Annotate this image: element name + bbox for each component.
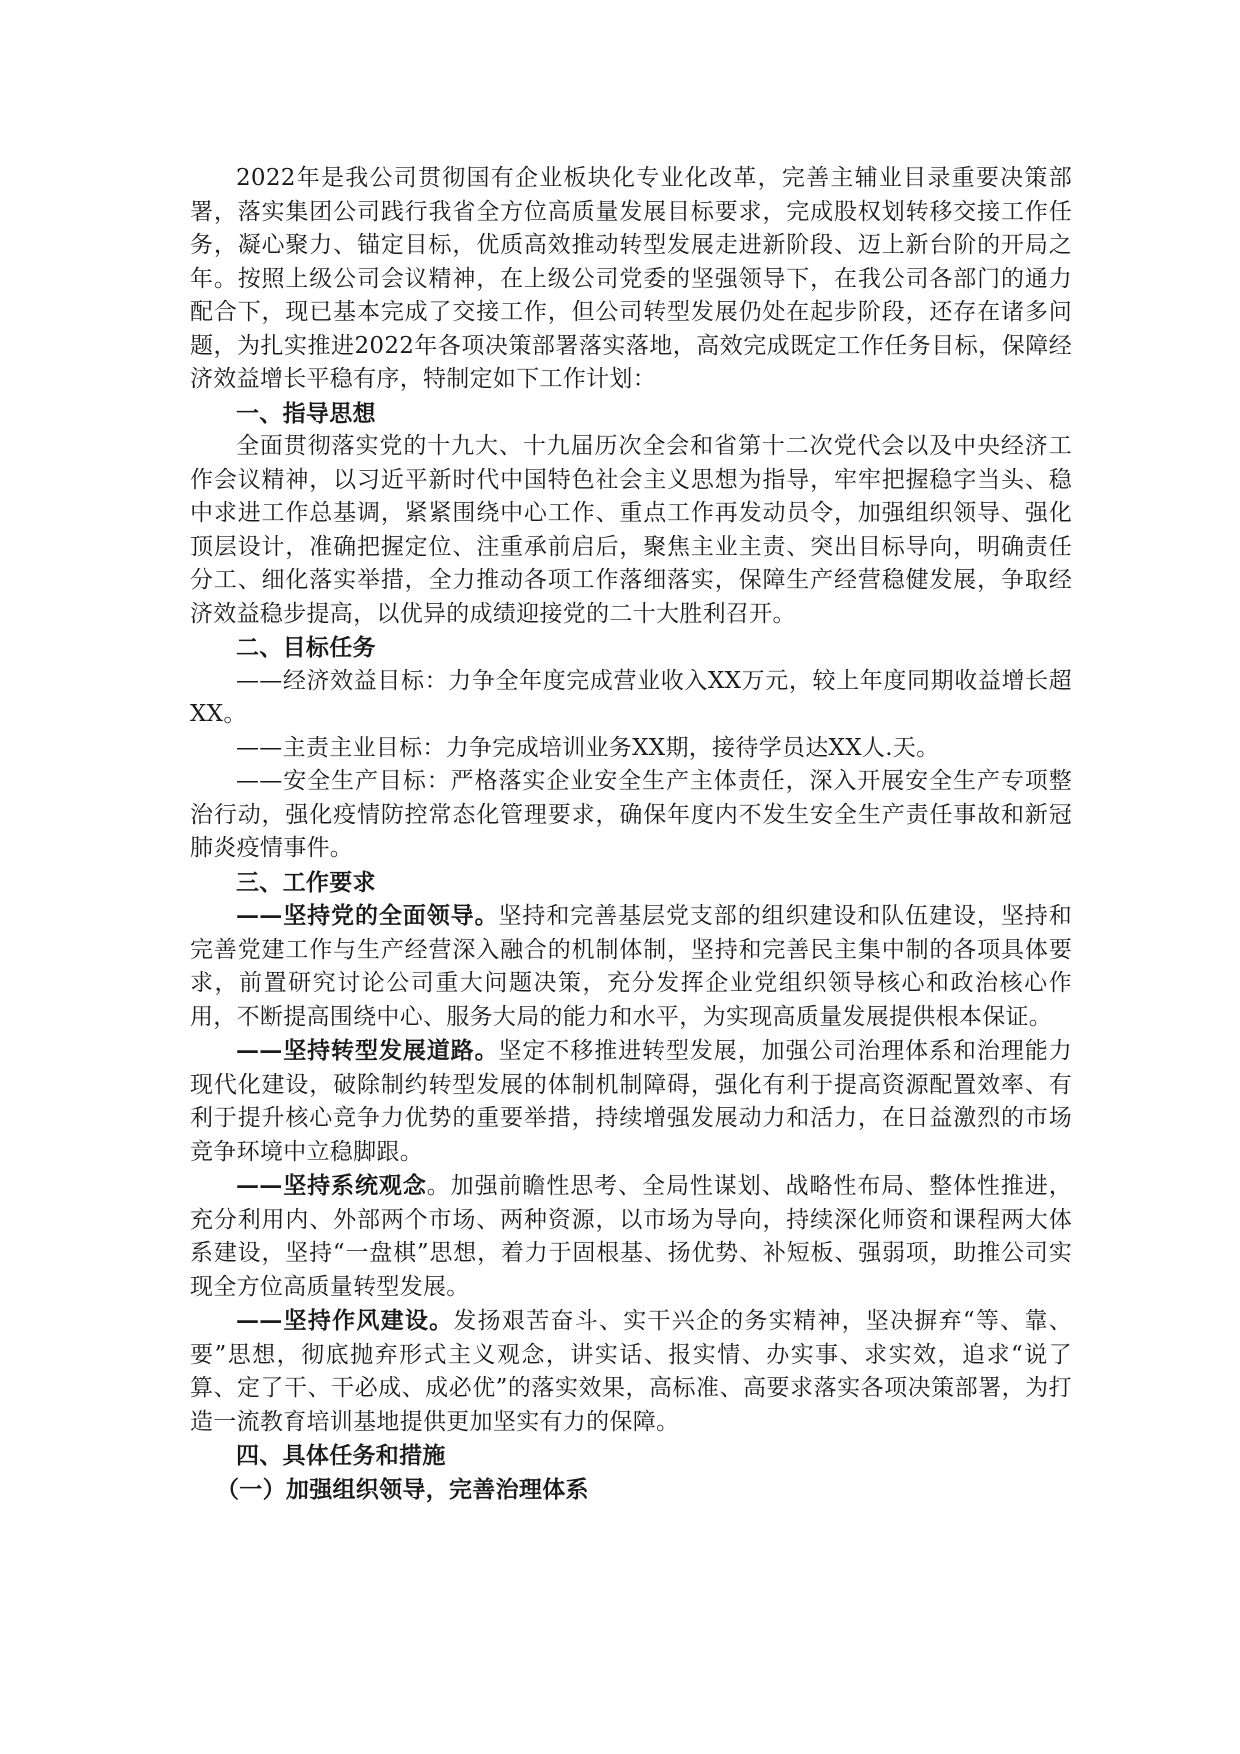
requirement-lead: ——坚持系统观念 bbox=[236, 1172, 427, 1199]
goal-item-economic: ——经济效益目标：力争全年度完成营业收入XX万元，较上年度同期收益增长超XX。 bbox=[190, 667, 1072, 727]
requirement-text: 。加强前瞻性思考、全局性谋划、战略性布局、整体性推进，充分利用内、外部两个市场、两种资源，以市场为导向，持续深化师资和课程两大体系建设，坚持“一盘棋”思想，着力于固根基、扬优势、补短板、强弱项，助推公司实现全方位高质量转型发展。 bbox=[190, 1173, 1072, 1300]
goal-item-safety: ——安全生产目标：严格落实企业安全生产主体责任，深入开展安全生产专项整治行动，强化疫情防控常态化管理要求，确保年度内不发生安全生产责任事故和新冠肺炎疫情事件。 bbox=[190, 768, 1072, 861]
requirement-lead: ——坚持转型发展道路。 bbox=[236, 1037, 499, 1064]
requirement-text: 坚持和完善基层党支部的组织建设和队伍建设，坚持和完善党建工作与生产经营深入融合的机制体制，坚持和完善民主集中制的各项具体要求，前置研究讨论公司重大问题决策，充分发挥企业党组织领导核心和政治核心作用，不断提高围绕中心、服务大局的能力和水平，为实现高质量发展提供根本保证。 bbox=[190, 903, 1072, 1030]
goal-item-main-business: ——主责主业目标：力争完成培训业务XX期，接待学员达XX人.天。 bbox=[236, 734, 940, 761]
requirement-item-work-style bbox=[190, 1304, 1072, 1439]
requirement-text: 发扬艰苦奋斗、实干兴企的务实精神，坚决摒弃“等、靠、要”思想，彻底抛弃形式主义观念，讲实话、报实情、办实事、求实效，追求“说了算、定了干、干必成、成必优”的落实效果，高标准、高要求落实各项决策部署，为打造一流教育培训基地提供更加坚实有力的保障。 bbox=[190, 1308, 1073, 1435]
requirement-lead: ——坚持党的全面领导。 bbox=[236, 902, 499, 929]
document-body bbox=[190, 162, 1072, 1506]
requirement-lead: ——坚持作风建设。 bbox=[236, 1307, 454, 1334]
subsection-heading-organization: （一）加强组织领导，完善治理体系 bbox=[216, 1475, 589, 1503]
requirement-text: 坚定不移推进转型发展，加强公司治理体系和治理能力现代化建设，破除制约转型发展的体制机制障碍，强化有利于提高资源配置效率、有利于提升核心竞争力优势的重要举措，持续增强发展动力和活力，在日益激烈的市场竞争环境中立稳脚跟。 bbox=[190, 1038, 1072, 1165]
intro-paragraph: 2022年是我公司贯彻国有企业板块化专业化改革，完善主辅业目录重要决策部署，落实集团公司践行我省全方位高质量发展目标要求，完成股权划转移交接工作任务，凝心聚力、锚定目标，优质高效推动转型发展走进新阶段、迈上新台阶的开局之年。按照上级公司会议精神，在上级公司党委的坚强领导下，在我公司各部门的通力配合下，现已基本完成了交接工作，但公司转型发展仍处在起步阶段，还存在诸多问题，为扎实推进2022年各项决策部署落实落地，高效完成既定工作任务目标，保障经济效益增长平稳有序，特制定如下工作计划： bbox=[190, 165, 1072, 392]
section-heading-tasks: 四、具体任务和措施 bbox=[236, 1442, 446, 1469]
guiding-ideology-paragraph: 全面贯彻落实党的十九大、十九届历次全会和省第十二次党代会以及中央经济工作会议精神，以习近平新时代中国特色社会主义思想为指导，牢牢把握稳字当头、稳中求进工作总基调，紧紧围绕中心工作、重点工作再发动员令，加强组织领导、强化顶层设计，准确把握定位、注重承前启后，聚焦主业主责、突出目标导向，明确责任分工、细化落实举措，全力推动各项工作落细落实，保障生产经营稳健发展，争取经济效益稳步提高，以优异的成绩迎接党的二十大胜利召开。 bbox=[190, 433, 1072, 627]
section-heading-goals: 二、目标任务 bbox=[236, 634, 376, 661]
section-heading-guiding-ideology: 一、指导思想 bbox=[236, 399, 376, 427]
section-heading-requirements: 三、工作要求 bbox=[236, 868, 376, 896]
requirement-item-party-leadership bbox=[190, 899, 1072, 1034]
requirement-item-transformation bbox=[190, 1034, 1072, 1169]
requirement-item-systematic bbox=[190, 1169, 1072, 1304]
